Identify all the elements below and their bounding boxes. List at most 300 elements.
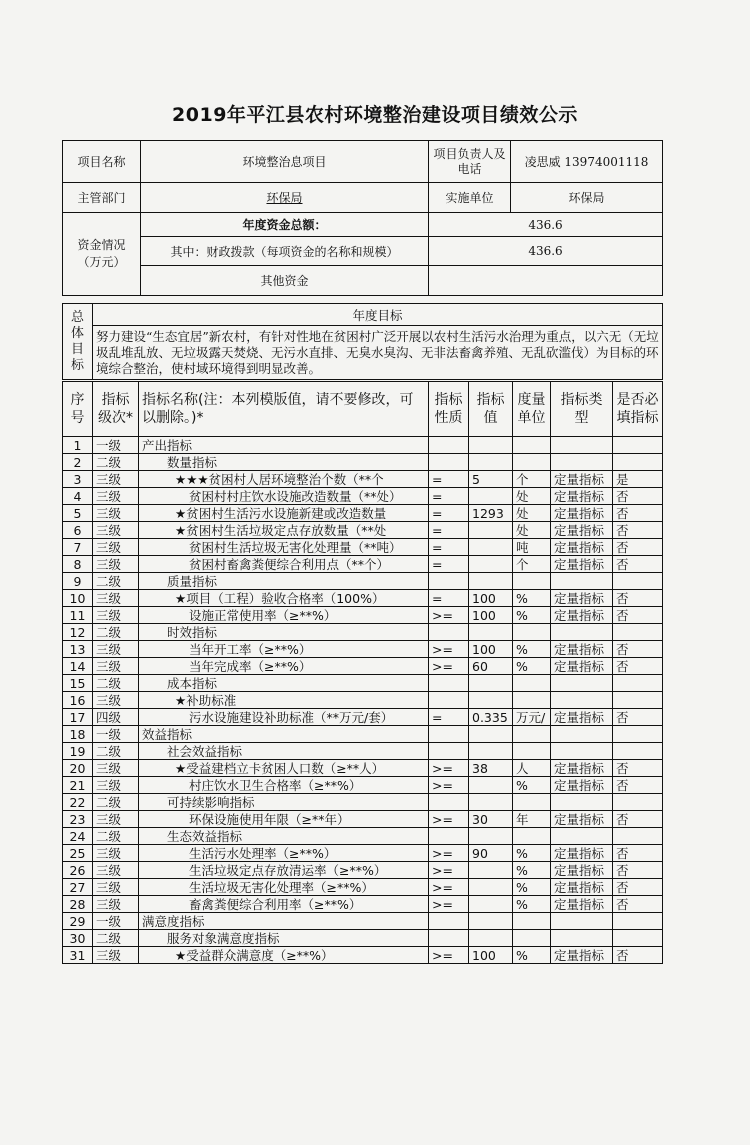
- row-type: 定量指标: [551, 709, 613, 726]
- row-type: [551, 454, 613, 471]
- row-seq: 13: [63, 641, 93, 658]
- row-required: 是: [613, 471, 663, 488]
- row-seq: 30: [63, 930, 93, 947]
- row-unit: [513, 573, 551, 590]
- row-required: [613, 437, 663, 454]
- row-seq: 27: [63, 879, 93, 896]
- table-row: [63, 539, 663, 556]
- funds-total-label: 年度资金总额：: [141, 213, 429, 237]
- row-type: 定量指标: [551, 641, 613, 658]
- row-required: [613, 454, 663, 471]
- row-unit: [513, 794, 551, 811]
- row-level: 三级: [93, 505, 139, 522]
- row-name: 当年完成率（≥**%）: [139, 658, 429, 675]
- row-unit: 吨: [513, 539, 551, 556]
- row-required: 否: [613, 556, 663, 573]
- row-nature: =: [429, 471, 469, 488]
- row-nature: >=: [429, 607, 469, 624]
- row-required: [613, 930, 663, 947]
- row-nature: >=: [429, 862, 469, 879]
- row-type: [551, 624, 613, 641]
- row-name: 贫困村畜禽粪便综合利用点（**个）: [139, 556, 429, 573]
- row-level: 一级: [93, 437, 139, 454]
- row-required: [613, 726, 663, 743]
- row-seq: 29: [63, 913, 93, 930]
- funds-total-value: 436.6: [429, 213, 663, 237]
- row-name: 环保设施使用年限（≥**年）: [139, 811, 429, 828]
- goal-text: 努力建设“生态宜居”新农村，有针对性地在贫困村广泛开展以农村生活污水治理为重点，以六无（无垃圾乱堆乱放、无垃圾露天焚烧、无污水直排、无臭水臭沟、无非法畜禽养殖、无乱砍滥伐）为目标的环境综合整治，使村域环境得到明显改善。: [93, 326, 663, 380]
- row-required: [613, 828, 663, 845]
- row-name: 生活垃圾定点存放清运率（≥**%）: [139, 862, 429, 879]
- row-required: 否: [613, 760, 663, 777]
- row-value: 100: [469, 641, 513, 658]
- row-nature: >=: [429, 896, 469, 913]
- row-name: 污水设施建设补助标准（**万元/套）: [139, 709, 429, 726]
- row-unit: %: [513, 590, 551, 607]
- row-required: [613, 573, 663, 590]
- table-row: [63, 760, 663, 777]
- table-row: [63, 845, 663, 862]
- funds-other-value: [429, 266, 663, 296]
- row-type: 定量指标: [551, 879, 613, 896]
- table-row: [63, 794, 663, 811]
- goal-table: [62, 303, 663, 380]
- row-nature: >=: [429, 879, 469, 896]
- row-name: 数量指标: [139, 454, 429, 471]
- row-required: 否: [613, 488, 663, 505]
- table-row: [63, 658, 663, 675]
- row-value: [469, 454, 513, 471]
- row-unit: [513, 692, 551, 709]
- row-type: 定量指标: [551, 862, 613, 879]
- row-type: 定量指标: [551, 488, 613, 505]
- row-nature: [429, 743, 469, 760]
- row-nature: =: [429, 522, 469, 539]
- row-value: [469, 539, 513, 556]
- row-nature: >=: [429, 947, 469, 964]
- row-level: 二级: [93, 675, 139, 692]
- table-row: [63, 692, 663, 709]
- table-row: [63, 556, 663, 573]
- row-level: 三级: [93, 692, 139, 709]
- table-row: [63, 879, 663, 896]
- row-unit: [513, 930, 551, 947]
- row-level: 三级: [93, 471, 139, 488]
- row-required: [613, 692, 663, 709]
- row-required: [613, 913, 663, 930]
- table-row: [63, 675, 663, 692]
- row-value: [469, 828, 513, 845]
- row-seq: 2: [63, 454, 93, 471]
- table-row: [63, 590, 663, 607]
- department-value: 环保局: [141, 183, 429, 213]
- row-nature: >=: [429, 641, 469, 658]
- row-seq: 16: [63, 692, 93, 709]
- row-value: [469, 573, 513, 590]
- row-seq: 5: [63, 505, 93, 522]
- row-value: [469, 777, 513, 794]
- row-name: 可持续影响指标: [139, 794, 429, 811]
- table-row: [63, 828, 663, 845]
- row-required: [613, 743, 663, 760]
- row-value: [469, 675, 513, 692]
- header-type: 指标类型: [551, 382, 613, 437]
- row-value: [469, 488, 513, 505]
- row-type: [551, 743, 613, 760]
- row-required: [613, 624, 663, 641]
- row-seq: 31: [63, 947, 93, 964]
- table-row: [63, 471, 663, 488]
- row-seq: 17: [63, 709, 93, 726]
- row-seq: 6: [63, 522, 93, 539]
- row-required: 否: [613, 658, 663, 675]
- row-value: [469, 930, 513, 947]
- header-level: 指标级次*: [93, 382, 139, 437]
- row-type: 定量指标: [551, 471, 613, 488]
- row-seq: 14: [63, 658, 93, 675]
- row-nature: [429, 624, 469, 641]
- row-value: [469, 556, 513, 573]
- row-unit: 个: [513, 556, 551, 573]
- row-level: 三级: [93, 896, 139, 913]
- row-level: 三级: [93, 760, 139, 777]
- row-unit: 处: [513, 488, 551, 505]
- row-name: 成本指标: [139, 675, 429, 692]
- row-level: 三级: [93, 845, 139, 862]
- funds-other-label: 其他资金: [141, 266, 429, 296]
- table-row: [63, 726, 663, 743]
- row-unit: %: [513, 947, 551, 964]
- header-unit: 度量单位: [513, 382, 551, 437]
- row-unit: [513, 913, 551, 930]
- row-seq: 11: [63, 607, 93, 624]
- funds-label: 资金情况（万元）: [63, 213, 141, 296]
- row-value: [469, 896, 513, 913]
- row-type: [551, 930, 613, 947]
- row-level: 四级: [93, 709, 139, 726]
- row-value: [469, 862, 513, 879]
- row-seq: 22: [63, 794, 93, 811]
- row-unit: [513, 454, 551, 471]
- row-type: 定量指标: [551, 590, 613, 607]
- row-seq: 24: [63, 828, 93, 845]
- row-required: 否: [613, 590, 663, 607]
- row-seq: 8: [63, 556, 93, 573]
- row-seq: 19: [63, 743, 93, 760]
- row-unit: %: [513, 607, 551, 624]
- row-type: [551, 675, 613, 692]
- row-name: 质量指标: [139, 573, 429, 590]
- table-row: [63, 522, 663, 539]
- row-nature: >=: [429, 845, 469, 862]
- row-value: 100: [469, 590, 513, 607]
- table-row: [63, 913, 663, 930]
- row-unit: %: [513, 862, 551, 879]
- row-nature: =: [429, 539, 469, 556]
- row-seq: 15: [63, 675, 93, 692]
- row-unit: 处: [513, 522, 551, 539]
- row-value: [469, 624, 513, 641]
- row-type: 定量指标: [551, 811, 613, 828]
- row-value: 90: [469, 845, 513, 862]
- row-value: 5: [469, 471, 513, 488]
- row-value: [469, 743, 513, 760]
- row-name: 贫困村村庄饮水设施改造数量（**处）: [139, 488, 429, 505]
- row-type: 定量指标: [551, 539, 613, 556]
- row-level: 三级: [93, 777, 139, 794]
- row-name: 贫困村生活垃圾无害化处理量（**吨）: [139, 539, 429, 556]
- row-unit: %: [513, 641, 551, 658]
- row-required: 否: [613, 777, 663, 794]
- row-seq: 23: [63, 811, 93, 828]
- implementer-label: 实施单位: [429, 183, 511, 213]
- table-row: [63, 607, 663, 624]
- goal-header: 年度目标: [93, 304, 663, 326]
- row-name: 时效指标: [139, 624, 429, 641]
- row-unit: 个: [513, 471, 551, 488]
- header-value: 指标值: [469, 382, 513, 437]
- row-type: 定量指标: [551, 556, 613, 573]
- row-nature: [429, 573, 469, 590]
- row-nature: [429, 454, 469, 471]
- row-seq: 28: [63, 896, 93, 913]
- row-unit: 处: [513, 505, 551, 522]
- row-level: 三级: [93, 947, 139, 964]
- header-required: 是否必填指标: [613, 382, 663, 437]
- row-unit: 人: [513, 760, 551, 777]
- row-nature: [429, 828, 469, 845]
- row-seq: 7: [63, 539, 93, 556]
- row-type: [551, 828, 613, 845]
- row-level: 三级: [93, 658, 139, 675]
- table-row: [63, 437, 663, 454]
- row-unit: 年: [513, 811, 551, 828]
- row-level: 二级: [93, 454, 139, 471]
- row-unit: %: [513, 658, 551, 675]
- row-name: 生活垃圾无害化处理率（≥**%）: [139, 879, 429, 896]
- row-nature: =: [429, 709, 469, 726]
- indicators-table: [62, 381, 663, 964]
- table-row: [63, 811, 663, 828]
- row-required: [613, 675, 663, 692]
- row-nature: [429, 726, 469, 743]
- row-value: [469, 913, 513, 930]
- row-level: 三级: [93, 488, 139, 505]
- row-value: 38: [469, 760, 513, 777]
- row-value: 100: [469, 947, 513, 964]
- row-name: 生活污水处理率（≥**%）: [139, 845, 429, 862]
- row-level: 三级: [93, 811, 139, 828]
- row-nature: [429, 437, 469, 454]
- row-value: [469, 794, 513, 811]
- row-value: 0.335: [469, 709, 513, 726]
- row-type: [551, 726, 613, 743]
- row-unit: [513, 624, 551, 641]
- row-value: 60: [469, 658, 513, 675]
- row-value: [469, 522, 513, 539]
- row-name: ★受益建档立卡贫困人口数（≥**人）: [139, 760, 429, 777]
- header-seq: 序号: [63, 382, 93, 437]
- row-level: 三级: [93, 539, 139, 556]
- row-type: 定量指标: [551, 845, 613, 862]
- row-name: 设施正常使用率（≥**%）: [139, 607, 429, 624]
- row-level: 二级: [93, 794, 139, 811]
- row-name: 当年开工率（≥**%）: [139, 641, 429, 658]
- row-unit: %: [513, 896, 551, 913]
- row-required: 否: [613, 539, 663, 556]
- row-name: ★项目（工程）验收合格率（100%）: [139, 590, 429, 607]
- row-unit: [513, 828, 551, 845]
- row-level: 二级: [93, 930, 139, 947]
- row-nature: >=: [429, 811, 469, 828]
- row-unit: [513, 743, 551, 760]
- row-value: [469, 692, 513, 709]
- row-required: 否: [613, 845, 663, 862]
- row-nature: [429, 930, 469, 947]
- row-name: ★受益群众满意度（≥**%）: [139, 947, 429, 964]
- row-name: 社会效益指标: [139, 743, 429, 760]
- table-row: [63, 777, 663, 794]
- row-unit: [513, 726, 551, 743]
- row-type: [551, 794, 613, 811]
- row-type: 定量指标: [551, 777, 613, 794]
- row-nature: =: [429, 590, 469, 607]
- row-seq: 1: [63, 437, 93, 454]
- row-type: 定量指标: [551, 607, 613, 624]
- row-required: 否: [613, 505, 663, 522]
- goal-side-label: 总体目标: [63, 304, 93, 380]
- table-row: [63, 573, 663, 590]
- row-name: 效益指标: [139, 726, 429, 743]
- table-row: [63, 896, 663, 913]
- row-value: [469, 879, 513, 896]
- row-type: 定量指标: [551, 522, 613, 539]
- row-level: 三级: [93, 607, 139, 624]
- row-type: [551, 437, 613, 454]
- row-required: 否: [613, 879, 663, 896]
- row-seq: 26: [63, 862, 93, 879]
- row-value: 100: [469, 607, 513, 624]
- row-required: 否: [613, 896, 663, 913]
- table-row: [63, 624, 663, 641]
- row-type: 定量指标: [551, 505, 613, 522]
- table-row: [63, 709, 663, 726]
- table-row: [63, 947, 663, 964]
- row-type: 定量指标: [551, 896, 613, 913]
- row-type: 定量指标: [551, 760, 613, 777]
- table-row: [63, 862, 663, 879]
- row-level: 一级: [93, 726, 139, 743]
- row-required: 否: [613, 862, 663, 879]
- row-level: 三级: [93, 862, 139, 879]
- owner-value: 凌思威 13974001118: [511, 141, 663, 183]
- header-nature: 指标性质: [429, 382, 469, 437]
- row-type: 定量指标: [551, 947, 613, 964]
- row-required: 否: [613, 709, 663, 726]
- row-type: [551, 573, 613, 590]
- row-value: 30: [469, 811, 513, 828]
- header-name: 指标名称(注：本列模版值，请不要修改，可以删除。)*: [139, 382, 429, 437]
- row-value: 1293: [469, 505, 513, 522]
- row-name: 产出指标: [139, 437, 429, 454]
- row-nature: [429, 913, 469, 930]
- row-required: 否: [613, 522, 663, 539]
- row-nature: [429, 675, 469, 692]
- row-seq: 21: [63, 777, 93, 794]
- table-row: [63, 488, 663, 505]
- project-name-label: 项目名称: [63, 141, 141, 183]
- row-name: ★贫困村生活垃圾定点存放数量（**处: [139, 522, 429, 539]
- funds-fiscal-value: 436.6: [429, 237, 663, 266]
- row-name: ★贫困村生活污水设施新建或改造数量: [139, 505, 429, 522]
- project-name-value: 环境整治息项目: [141, 141, 429, 183]
- row-seq: 9: [63, 573, 93, 590]
- row-type: [551, 913, 613, 930]
- owner-label: 项目负责人及电话: [429, 141, 511, 183]
- row-type: [551, 692, 613, 709]
- row-name: 满意度指标: [139, 913, 429, 930]
- row-nature: >=: [429, 777, 469, 794]
- row-nature: [429, 692, 469, 709]
- row-required: 否: [613, 641, 663, 658]
- row-name: 畜禽粪便综合利用率（≥**%）: [139, 896, 429, 913]
- indicators-header-row: [63, 382, 663, 437]
- row-unit: 万元/: [513, 709, 551, 726]
- table-row: [63, 930, 663, 947]
- row-unit: [513, 437, 551, 454]
- document-title: 2019年平江县农村环境整治建设项目绩效公示: [172, 104, 578, 126]
- row-level: 三级: [93, 522, 139, 539]
- row-name: 生态效益指标: [139, 828, 429, 845]
- row-level: 三级: [93, 879, 139, 896]
- row-unit: %: [513, 879, 551, 896]
- table-row: [63, 505, 663, 522]
- row-required: 否: [613, 947, 663, 964]
- row-name: ★补助标准: [139, 692, 429, 709]
- project-info-table: [62, 140, 663, 296]
- row-required: [613, 794, 663, 811]
- funds-fiscal-label: 其中：财政拨款（每项资金的名称和规模）: [141, 237, 429, 266]
- table-row: [63, 454, 663, 471]
- row-nature: =: [429, 505, 469, 522]
- row-name: 服务对象满意度指标: [139, 930, 429, 947]
- row-level: 三级: [93, 590, 139, 607]
- implementer-value: 环保局: [511, 183, 663, 213]
- row-level: 二级: [93, 624, 139, 641]
- row-seq: 20: [63, 760, 93, 777]
- row-level: 一级: [93, 913, 139, 930]
- row-nature: =: [429, 556, 469, 573]
- row-name: 村庄饮水卫生合格率（≥**%）: [139, 777, 429, 794]
- row-unit: %: [513, 777, 551, 794]
- row-level: 二级: [93, 573, 139, 590]
- department-label: 主管部门: [63, 183, 141, 213]
- row-name: ★★★贫困村人居环境整治个数（**个: [139, 471, 429, 488]
- row-level: 二级: [93, 828, 139, 845]
- table-row: [63, 743, 663, 760]
- row-type: 定量指标: [551, 658, 613, 675]
- row-seq: 10: [63, 590, 93, 607]
- row-required: 否: [613, 811, 663, 828]
- row-seq: 25: [63, 845, 93, 862]
- row-required: 否: [613, 607, 663, 624]
- row-nature: [429, 794, 469, 811]
- row-value: [469, 726, 513, 743]
- row-unit: [513, 675, 551, 692]
- row-value: [469, 437, 513, 454]
- row-level: 二级: [93, 743, 139, 760]
- row-seq: 12: [63, 624, 93, 641]
